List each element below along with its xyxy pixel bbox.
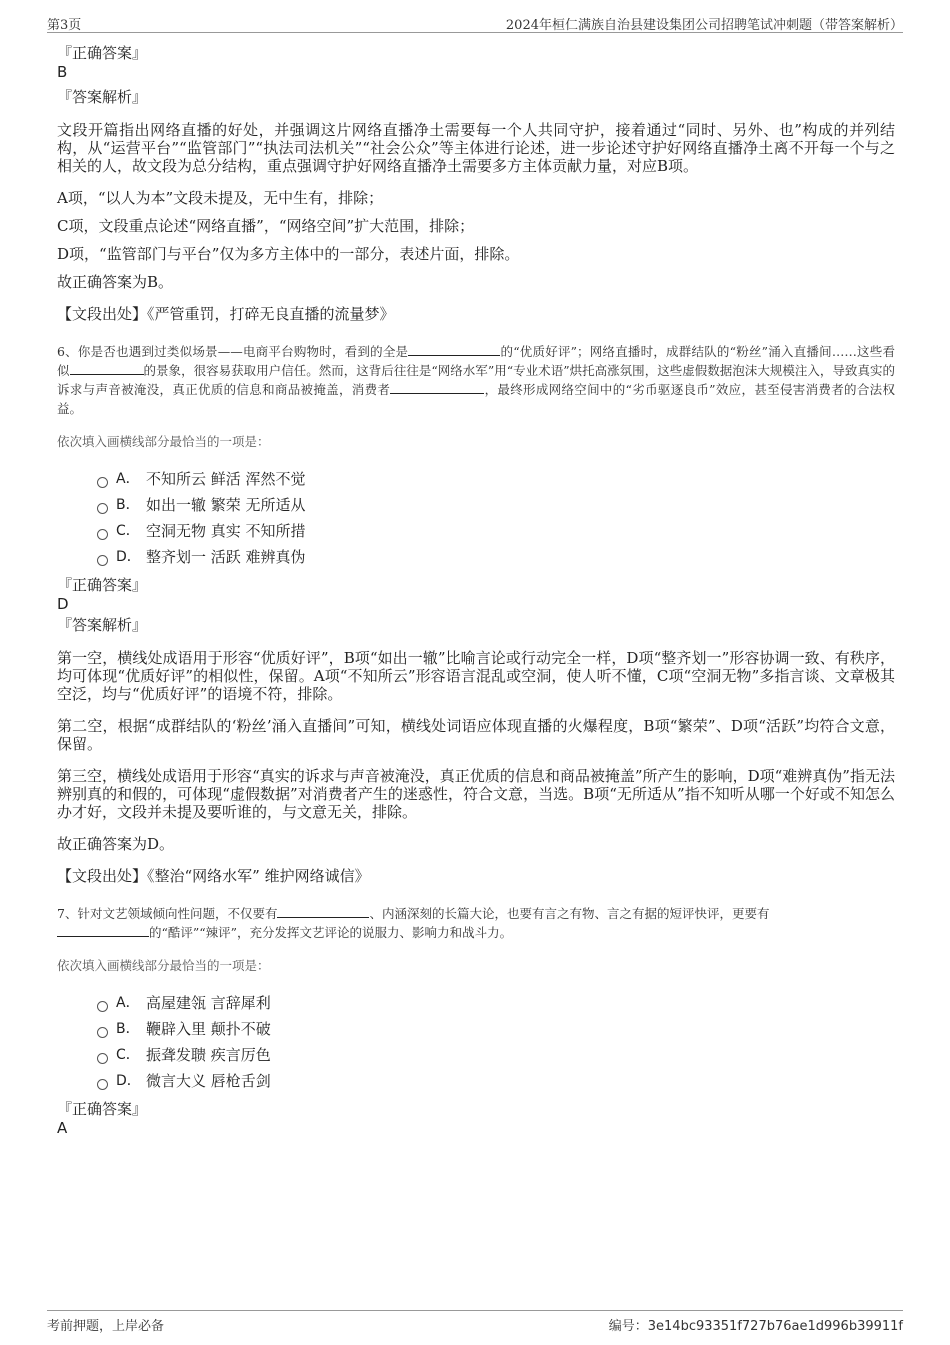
radio-icon[interactable] (97, 1079, 108, 1090)
option-letter: A． (116, 471, 140, 487)
question-text: ，最终形成网络空间中的“劣币驱逐良币”效应，甚至侵害消费者的合法权益。 (57, 382, 895, 416)
option-letter: C． (116, 523, 140, 539)
option-text: 高屋建瓴 言辞犀利 (146, 994, 271, 1012)
analysis-paragraph-1: 第一空，横线处成语用于形容“优质好评”，B项“如出一辙”比喻言论或行动完全一样，D项“整齐划一”形容协调一致、有秩序，均可体现“优质好评”的相似性，保留。A项“不知所云”形容语言混乱或空洞，使人听不懂，C项“空洞无物”多指言谈、文章极其空泛，均与“优质好评”的语境不符，排除。 (57, 649, 895, 703)
option-text: 振聋发聩 疾言厉色 (146, 1046, 271, 1064)
radio-icon[interactable] (97, 1027, 108, 1038)
radio-icon[interactable] (97, 477, 108, 488)
code-label: 编号： (608, 1319, 648, 1334)
question-text: 7、针对文艺领域倾向性问题，不仅要有 (57, 906, 278, 921)
option-text: 微言大义 唇枪舌剑 (146, 1072, 271, 1090)
question-7-options (97, 990, 895, 1094)
option-text: 整齐划一 活跃 难辨真伪 (146, 548, 306, 566)
radio-icon[interactable] (97, 503, 108, 514)
question-text: 、内涵深刻的长篇大论，也要有言之有物、言之有据的短评快评，更要有 (369, 906, 770, 921)
analysis-label: 『答案解析』 (57, 88, 148, 106)
option-a[interactable] (97, 990, 895, 1016)
option-b[interactable] (97, 1016, 895, 1042)
footer-slogan: 考前押题，上岸必备 (47, 1319, 165, 1334)
correct-answer: A (57, 1119, 68, 1137)
fill-blank (277, 905, 369, 918)
analysis-option-a: A项，“以人为本”文段未提及，无中生有，排除； (57, 189, 384, 207)
answer-label: 『正确答案』 (57, 44, 148, 62)
radio-icon[interactable] (97, 555, 108, 566)
document-code (609, 1315, 903, 1334)
analysis-paragraph: 文段开篇指出网络直播的好处，并强调这片网络直播净土需要每一个人共同守护，接着通过“同时、另外、也”构成的并列结构，从“运营平台”“监管部门”“执法司法机关”“社会公众”等主体进行论述，进一步论述守护好网络直播净土离不开每一个与之相关的人，故文段为总分结构，重点强调守护好网络直播净土需要多方主体贡献力量，对应B项。 (57, 121, 895, 175)
correct-answer: B (57, 63, 68, 81)
option-text: 不知所云 鲜活 浑然不觉 (146, 470, 306, 488)
option-letter: D． (116, 1073, 141, 1089)
question-text: 的景象，很容易获取用户信任。然而，这背后往往是“网络水军”用“专业术语”烘托高涨氛围，这些虚假数据泡沫大规模注入，导致真实的诉求与声音被淹没，真正优质的信息和商品被掩盖，消费者 (57, 363, 895, 397)
question-text: 的“酷评”“辣评”，充分发挥文艺评论的说服力、影响力和战斗力。 (149, 925, 513, 940)
page-number: 第3页 (47, 18, 82, 33)
option-letter: C． (116, 1047, 140, 1063)
code-value: 3e14bc93351f727b76ae1d996b39911f (647, 1319, 903, 1334)
document-title: 2024年桓仁满族自治县建设集团公司招聘笔试冲刺题（带答案解析） (505, 18, 903, 33)
fill-blank (390, 381, 484, 394)
option-d[interactable] (97, 544, 895, 570)
question-prompt: 依次填入画横线部分最恰当的一项是： (57, 958, 270, 973)
option-text: 如出一辙 繁荣 无所适从 (146, 496, 306, 514)
answer-label: 『正确答案』 (57, 1100, 148, 1118)
question-6-options (97, 466, 895, 570)
analysis-option-c: C项，文段重点论述“网络直播”，“网络空间”扩大范围，排除； (57, 217, 475, 235)
fill-blank (57, 924, 149, 937)
question-7-stem (57, 904, 895, 942)
option-text: 鞭辟入里 颠扑不破 (146, 1020, 271, 1038)
radio-icon[interactable] (97, 529, 108, 540)
passage-source: 【文段出处】《整治“网络水军” 维护网络诚信》 (57, 867, 370, 885)
option-c[interactable] (97, 518, 895, 544)
page-header (47, 12, 903, 33)
page-footer (47, 1310, 903, 1334)
question-6-stem (57, 342, 895, 418)
radio-icon[interactable] (97, 1001, 108, 1012)
fill-blank (408, 343, 500, 356)
option-letter: B． (116, 1021, 140, 1037)
option-a[interactable] (97, 466, 895, 492)
question-prompt: 依次填入画横线部分最恰当的一项是： (57, 434, 270, 449)
analysis-paragraph-3: 第三空，横线处成语用于形容“真实的诉求与声音被淹没，真正优质的信息和商品被掩盖”所产生的影响，D项“难辨真伪”指无法辨别真的和假的，可体现“虚假数据”对消费者产生的迷惑性，符合文意，当选。B项“无所适从”指不知听从哪一个好或不知怎么办才好，文段并未提及要听谁的，与文意无关，排除。 (57, 767, 895, 821)
question-text: 的“优质好评”；网络直播时，成群结队的“粉丝”涌入直播间……这些看似 (57, 344, 895, 378)
correct-answer: D (57, 595, 69, 613)
analysis-conclusion: 故正确答案为B。 (57, 273, 174, 291)
radio-icon[interactable] (97, 1053, 108, 1064)
option-letter: B． (116, 497, 140, 513)
answer-label: 『正确答案』 (57, 576, 148, 594)
passage-source: 【文段出处】《严管重罚，打碎无良直播的流量梦》 (57, 305, 395, 323)
option-b[interactable] (97, 492, 895, 518)
analysis-label: 『答案解析』 (57, 616, 148, 634)
option-letter: A． (116, 995, 140, 1011)
analysis-paragraph-2: 第二空，根据“成群结队的‘粉丝’涌入直播间”可知，横线处词语应体现直播的火爆程度，B项“繁荣”、D项“活跃”均符合文意，保留。 (57, 717, 895, 753)
question-text: 6、你是否也遇到过类似场景——电商平台购物时，看到的全是 (57, 344, 409, 359)
fill-blank (70, 362, 144, 375)
option-text: 空洞无物 真实 不知所措 (146, 522, 306, 540)
analysis-conclusion: 故正确答案为D。 (57, 835, 175, 853)
analysis-option-d: D项，“监管部门与平台”仅为多方主体中的一部分，表述片面，排除。 (57, 245, 520, 263)
option-c[interactable] (97, 1042, 895, 1068)
page-content (57, 44, 895, 1144)
option-d[interactable] (97, 1068, 895, 1094)
option-letter: D． (116, 549, 141, 565)
